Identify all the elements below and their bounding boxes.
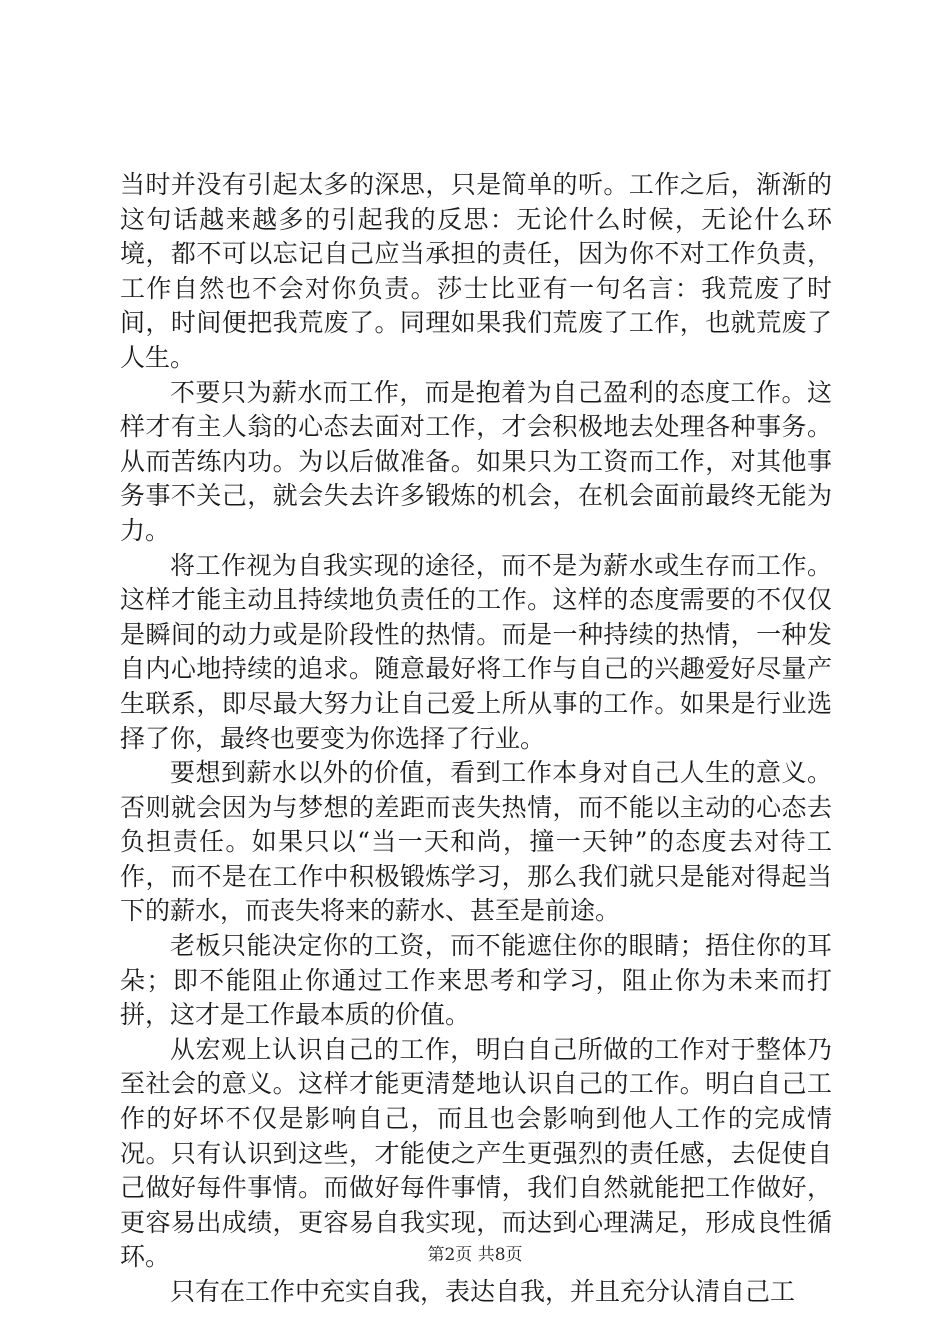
paragraph: 只有在工作中充实自我，表达自我，并且充分认清自己工 xyxy=(170,1277,796,1306)
paragraph: 不要只为薪水而工作，而是抱着为自己盈利的态度工作。这样才有主人翁的心态去面对工作，才会积极地去处理各种事务。从而苦练内功。为以后做准备。如果只为工资而工作，对其他事务事不关己，就会失去许多锻炼的机会，在机会面前最终无能为力。 xyxy=(120,377,832,545)
document-body xyxy=(120,168,832,1310)
paragraph: 老板只能决定你的工资，而不能遮住你的眼睛；捂住你的耳朵；即不能阻止你通过工作来思考和学习，阻止你为未来而打拼，这才是工作最本质的价值。 xyxy=(120,931,832,1030)
paragraph: 要想到薪水以外的价值，看到工作本身对自己人生的意义。否则就会因为与梦想的差距而丧失热情，而不能以主动的心态去负担责任。如果只以“当一天和尚，撞一天钟”的态度去对待工作，而不是在工作中积极锻炼学习，那么我们就只是能对得起当下的薪水，而丧失将来的薪水、甚至是前途。 xyxy=(120,758,832,926)
paragraph: 将工作视为自我实现的途径，而不是为薪水或生存而工作。这样才能主动且持续地负责任的工作。这样的态度需要的不仅仅是瞬间的动力或是阶段性的热情。而是一种持续的热情，一种发自内心地持续的追求。随意最好将工作与自己的兴趣爱好尽量产生联系，即尽最大努力让自己爱上所从事的工作。如果是行业选择了你，最终也要变为你选择了行业。 xyxy=(120,550,832,753)
paragraph: 从宏观上认识自己的工作，明白自己所做的工作对于整体乃至社会的意义。这样才能更清楚地认识自己的工作。明白自己工作的好坏不仅是影响自己，而且也会影响到他人工作的完成情况。只有认识到这些，才能使之产生更强烈的责任感，去促使自己做好每件事情。而做好每件事情，我们自然就能把工作做好，更容易出成绩，更容易自我实现，而达到心理满足，形成良性循环。 xyxy=(120,1034,832,1272)
paragraph-continuation: 当时并没有引起太多的深思，只是简单的听。工作之后，渐渐的这句话越来越多的引起我的反思：无论什么时候，无论什么环境，都不可以忘记自己应当承担的责任，因为你不对工作负责，工作自然也不会对你负责。莎士比亚有一句名言：我荒废了时间，时间便把我荒废了。同理如果我们荒废了工作，也就荒废了人生。 xyxy=(120,170,832,372)
page-number-footer: 第2页 共8页 xyxy=(427,1245,523,1265)
